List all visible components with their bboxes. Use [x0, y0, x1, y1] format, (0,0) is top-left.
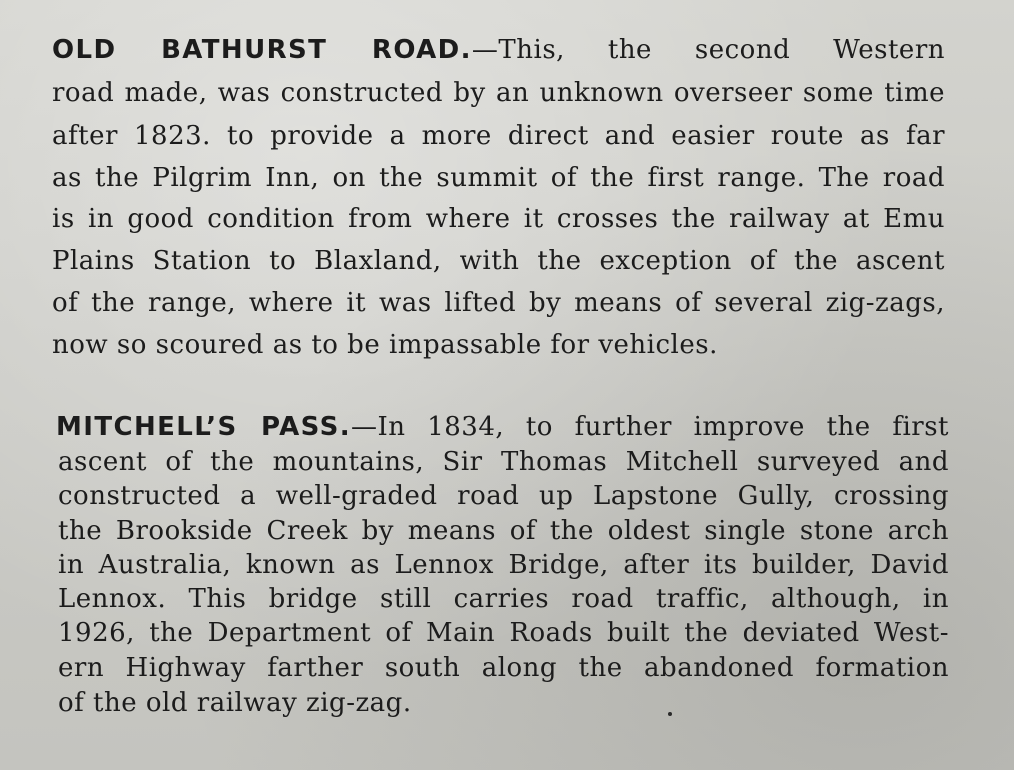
paragraph-line: now so scoured as to be impassable for vehicles. — [52, 330, 718, 360]
paragraph-line: ascent of the mountains, Sir Thomas Mitchell surveyed and — [58, 447, 949, 477]
paragraph-line: 1926, the Department of Main Roads built the deviated West- — [58, 618, 949, 648]
paragraph-line: as the Pilgrim Inn, on the summit of the first range. The road — [52, 163, 945, 193]
paragraph-line: is in good condition from where it crosses the railway at Emu — [52, 204, 945, 234]
paragraph-line — [56, 409, 949, 445]
paragraph-line: of the old railway zig-zag. — [58, 688, 412, 718]
paragraph-line — [52, 32, 945, 68]
section-heading: MITCHELL’S PASS. — [56, 412, 351, 442]
paragraph-line: after 1823. to provide a more direct and easier route as far — [52, 121, 945, 151]
heading-continuation: —In 1834, to further improve the first — [350, 412, 950, 442]
paragraph-line: Lennox. This bridge still carries road traffic, although, in — [58, 584, 949, 614]
paper-speck — [668, 712, 672, 716]
paragraph-line: of the range, where it was lifted by means of several zig-zags, — [52, 288, 945, 318]
paragraph-line: in Australia, known as Lennox Bridge, after its builder, David — [58, 550, 949, 580]
paragraph-line: constructed a well-graded road up Lapstone Gully, crossing — [58, 481, 949, 511]
heading-continuation: —This, the second Western — [471, 35, 945, 65]
section-heading: OLD BATHURST ROAD. — [52, 35, 472, 65]
paragraph-line: ern Highway farther south along the abandoned formation — [58, 653, 949, 683]
paragraph-line: the Brookside Creek by means of the oldest single stone arch — [58, 516, 949, 546]
paragraph-line: road made, was constructed by an unknown overseer some time — [52, 78, 945, 108]
paragraph-line: Plains Station to Blaxland, with the exception of the ascent — [52, 246, 945, 276]
